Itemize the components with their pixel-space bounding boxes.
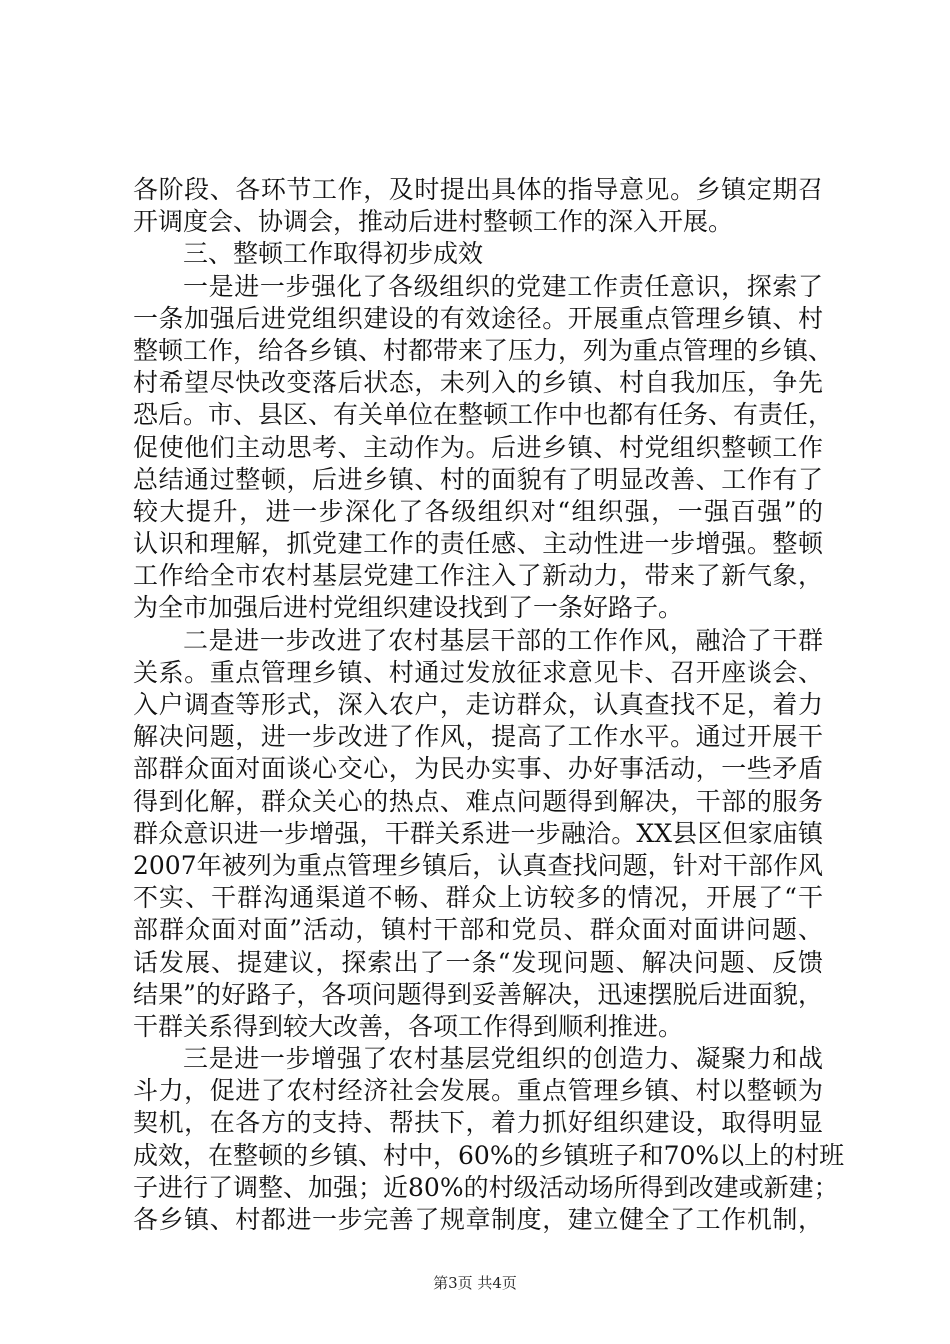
text-line: 工作给全市农村基层党建工作注入了新动力，带来了新气象，	[133, 561, 823, 591]
text-line: 各阶段、各环节工作，及时提出具体的指导意见。乡镇定期召	[133, 175, 823, 204]
text-line: 各乡镇、村都进一步完善了规章制度，建立健全了工作机制，	[133, 1205, 823, 1234]
text-line: 开调度会、协调会，推动后进村整顿工作的深入开展。	[133, 207, 734, 237]
text-line: 关系。重点管理乡镇、村通过发放征求意见卡、召开座谈会、	[133, 657, 823, 687]
text-line: 部群众面对面”活动，镇村干部和党员、群众面对面讲问题、	[133, 915, 823, 945]
text-line: 子进行了调整、加强；近80%的村级活动场所得到改建或新建；	[133, 1172, 839, 1202]
text-line: 部群众面对面谈心交心，为民办实事、办好事活动，一些矛盾	[133, 754, 823, 784]
text-line: 为全市加强后进村党组织建设找到了一条好路子。	[133, 593, 684, 623]
text-line: 认识和理解，抓党建工作的责任感、主动性进一步增强。整顿	[133, 529, 823, 559]
text-line: 整顿工作，给各乡镇、村都带来了压力，列为重点管理的乡镇、	[133, 335, 834, 365]
text-line: 2007年被列为重点管理乡镇后，认真查找问题，针对干部作风	[133, 850, 823, 880]
text-line: 结果”的好路子，各项问题得到妥善解决，迅速摆脱后进面貌，	[133, 979, 823, 1009]
text-line: 村希望尽快改变落后状态，未列入的乡镇、村自我加压，争先	[133, 368, 823, 398]
text-line: 恐后。市、县区、有关单位在整顿工作中也都有任务、有责任，	[133, 400, 834, 430]
text-line: 干群关系得到较大改善，各项工作得到顺利推进。	[133, 1011, 684, 1041]
section-heading: 三、整顿工作取得初步成效	[183, 239, 484, 269]
text-line: 一是进一步强化了各级组织的党建工作责任意识，探索了	[183, 271, 823, 301]
text-line: 契机，在各方的支持、帮扶下，着力抓好组织建设，取得明显	[133, 1108, 823, 1138]
text-line: 入户调查等形式，深入农户，走访群众，认真查找不足，着力	[133, 690, 823, 719]
text-line: 不实、干群沟通渠道不畅、群众上访较多的情况，开展了“干	[133, 883, 823, 913]
text-line: 较大提升，进一步深化了各级组织对“组织强，一强百强”的	[133, 496, 823, 526]
text-line: 促使他们主动思考、主动作为。后进乡镇、村党组织整顿工作	[133, 432, 823, 462]
text-line: 得到化解，群众关心的热点、难点问题得到解决，干部的服务	[133, 786, 823, 816]
text-line: 一条加强后进党组织建设的有效途径。开展重点管理乡镇、村	[133, 303, 823, 333]
text-line: 话发展、提建议，探索出了一条“发现问题、解决问题、反馈	[133, 947, 823, 977]
text-line: 三是进一步增强了农村基层党组织的创造力、凝聚力和战	[183, 1044, 823, 1074]
text-line: 二是进一步改进了农村基层干部的工作作风，融洽了干群	[183, 625, 823, 655]
text-line: 解决问题，进一步改进了作风，提高了工作水平。通过开展干	[133, 722, 823, 752]
document-body	[133, 174, 845, 1236]
text-line: 群众意识进一步增强，干群关系进一步融洽。XX县区但家庙镇	[133, 818, 823, 848]
page-footer: 第3页 共4页	[433, 1274, 517, 1292]
text-line: 成效，在整顿的乡镇、村中，60%的乡镇班子和70%以上的村班	[133, 1140, 845, 1170]
text-line: 斗力，促进了农村经济社会发展。重点管理乡镇、村以整顿为	[133, 1076, 823, 1106]
text-line: 总结通过整顿，后进乡镇、村的面貌有了明显改善、工作有了	[133, 464, 823, 494]
